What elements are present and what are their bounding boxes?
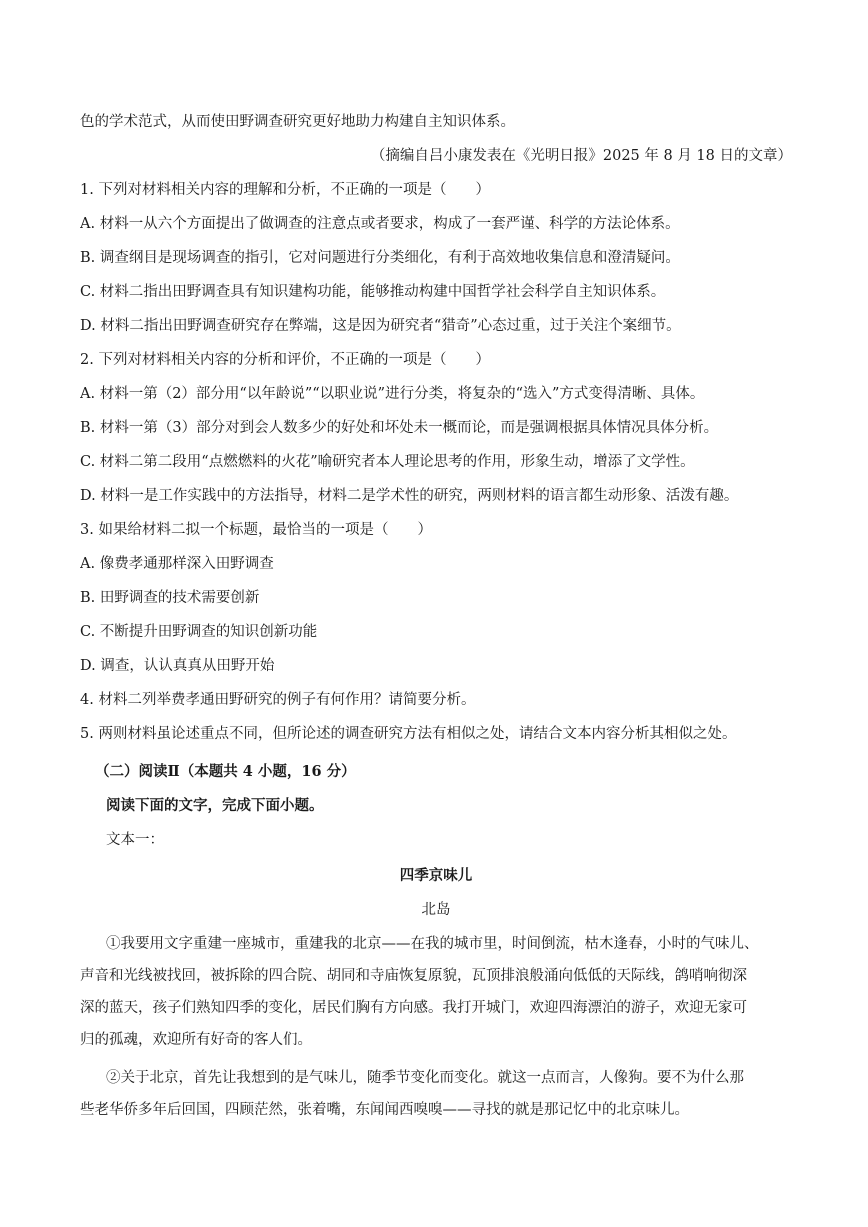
section-2-heading: （二）阅读Ⅱ（本题共 4 小题，16 分）: [95, 763, 356, 780]
question-3-option-a: A. 像费孝通那样深入田野调查: [80, 556, 274, 572]
paragraph-1-line: 归的孤魂，欢迎所有好奇的客人们。: [80, 1032, 312, 1048]
question-1-option-b: B. 调查纲目是现场调查的指引，它对问题进行分类细化，有利于高效地收集信息和澄清疑问。: [80, 250, 680, 266]
question-2-option-d: D. 材料一是工作实践中的方法指导，材料二是学术性的研究，两则材料的语言都生动形象、活泼有趣。: [80, 488, 739, 504]
article-title: 四季京味儿: [399, 867, 473, 884]
question-1-option-c: C. 材料二指出田野调查具有知识建构功能，能够推动构建中国哲学社会科学自主知识体系。: [80, 284, 666, 300]
question-4: 4. 材料二列举费孝通田野研究的例子有何作用？请简要分析。: [80, 692, 476, 708]
question-1-option-d: D. 材料二指出田野调查研究存在弊端，这是因为研究者“猎奇”心态过重，过于关注个案细节。: [80, 318, 681, 334]
question-3-option-d: D. 调查，认认真真从田野开始: [80, 658, 275, 674]
text-one-label: 文本一：: [106, 832, 164, 848]
question-3-option-c: C. 不断提升田野调查的知识创新功能: [80, 624, 318, 640]
question-1-stem: 1. 下列对材料相关内容的理解和分析，不正确的一项是（ ）: [80, 182, 490, 198]
section-2-instruction: 阅读下面的文字，完成下面小题。: [106, 797, 324, 814]
paragraph-1-line: 声音和光线被找回，被拆除的四合院、胡同和寺庙恢复原貌，瓦顶排浪般涌向低低的天际线，鸽哨响彻深: [80, 968, 747, 984]
question-5: 5. 两则材料虽论述重点不同，但所论述的调查研究方法有相似之处，请结合文本内容分析其相似之处。: [80, 726, 737, 742]
question-2-option-c: C. 材料二第二段用“点燃燃料的火花”喻研究者本人理论思考的作用，形象生动，增添了文学性。: [80, 454, 695, 470]
question-3-stem: 3. 如果给材料二拟一个标题，最恰当的一项是（ ）: [80, 522, 432, 538]
material-tail-text: 色的学术范式，从而使田野调查研究更好地助力构建自主知识体系。: [80, 114, 515, 130]
paragraph-1-line: 深的蓝天，孩子们熟知四季的变化，居民们胸有方向感。我打开城门，欢迎四海漂泊的游子，欢迎无家可: [80, 1000, 747, 1016]
paragraph-1-line: ①我要用文字重建一座城市，重建我的北京——在我的城市里，时间倒流，枯木逢春，小时的气味儿、: [106, 936, 759, 952]
question-2-option-a: A. 材料一第（2）部分用“以年龄说”“以职业说”进行分类，将复杂的“选入”方式变得清晰、具体。: [80, 386, 705, 402]
question-2-stem: 2. 下列对材料相关内容的分析和评价，不正确的一项是（ ）: [80, 352, 490, 368]
source-note: （摘编自吕小康发表在《光明日报》2025 年 8 月 18 日的文章）: [370, 148, 792, 164]
article-author: 北岛: [421, 902, 451, 918]
question-2-option-b: B. 材料一第（3）部分对到会人数多少的好处和坏处未一概而论，而是强调根据具体情况具体分析。: [80, 420, 719, 436]
paragraph-2-line: 些老华侨多年后回国，四顾茫然，张着嘴，东闻闻西嗅嗅——寻找的就是那记忆中的北京味儿。: [80, 1102, 689, 1118]
question-1-option-a: A. 材料一从六个方面提出了做调查的注意点或者要求，构成了一套严谨、科学的方法论体系。: [80, 216, 680, 232]
question-3-option-b: B. 田野调查的技术需要创新: [80, 590, 260, 606]
paragraph-2-line: ②关于北京，首先让我想到的是气味儿，随季节变化而变化。就这一点而言，人像狗。要不为什么那: [106, 1070, 744, 1086]
